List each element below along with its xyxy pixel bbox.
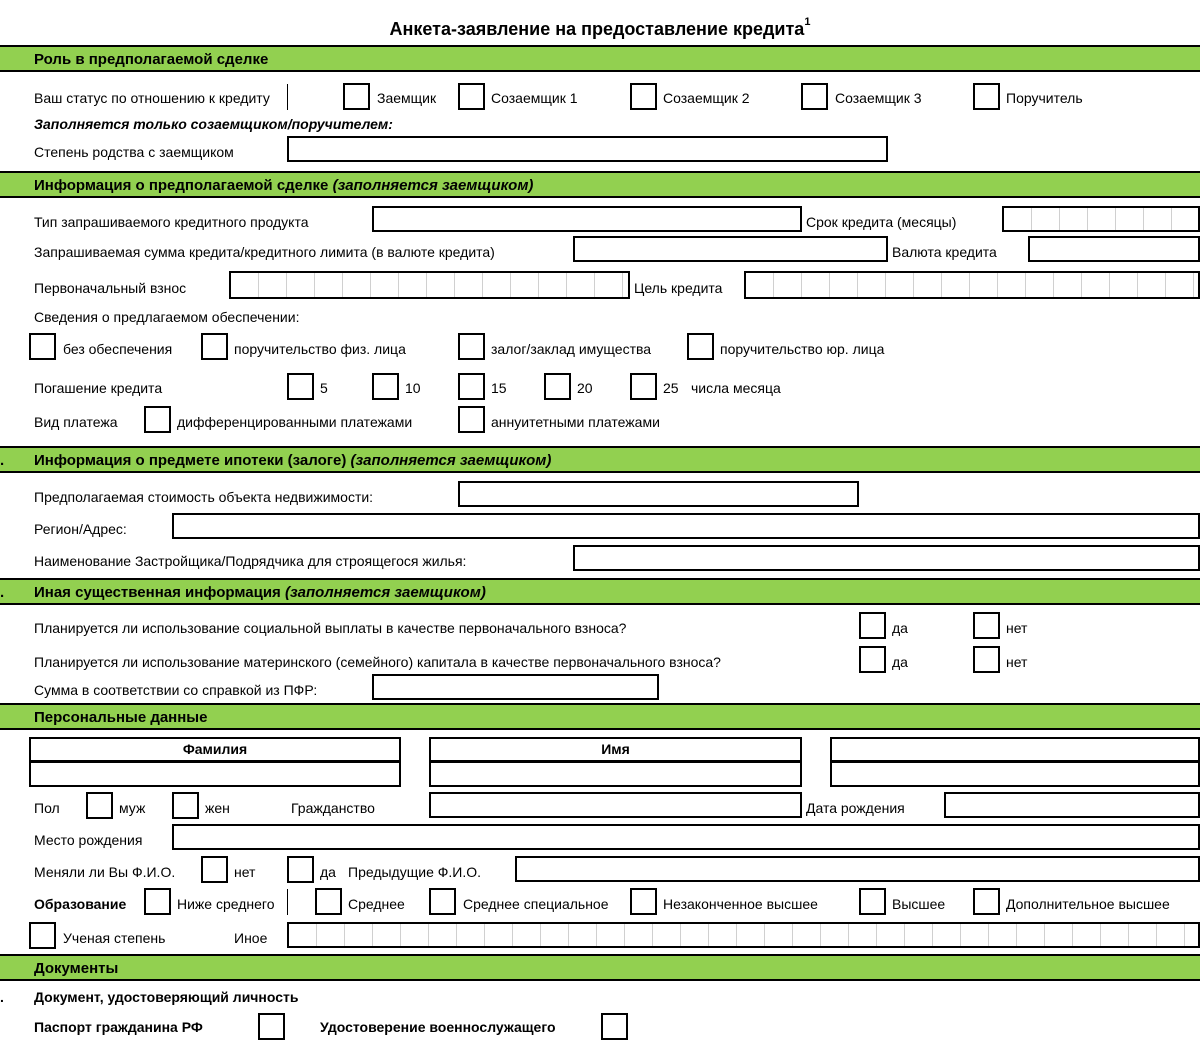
checkbox-name-change-no[interactable] bbox=[201, 856, 228, 883]
checkbox-edu-below-secondary[interactable] bbox=[144, 888, 171, 915]
checkbox-edu-additional-higher[interactable] bbox=[973, 888, 1000, 915]
repayment-label: Погашение кредита bbox=[34, 380, 163, 396]
property-value-label: Предполагаемая стоимость объекта недвижимости: bbox=[34, 489, 374, 505]
collateral-label: Сведения о предлагаемом обеспечении: bbox=[34, 309, 300, 325]
section-band-role bbox=[0, 45, 1200, 72]
amount-label: Запрашиваемая сумма кредита/кредитного лимита (в валюте кредита) bbox=[34, 244, 495, 260]
day-20-label: 20 bbox=[577, 380, 593, 396]
checkbox-name-change-yes[interactable] bbox=[287, 856, 314, 883]
section-title-mortgage: Информация о предмете ипотеки (залоге) (заполняется заемщиком) bbox=[34, 452, 552, 469]
day-5-label: 5 bbox=[320, 380, 328, 396]
option-coborrower-1: Созаемщик 1 bbox=[491, 90, 578, 106]
checkbox-male[interactable] bbox=[86, 792, 113, 819]
checkbox-annuity[interactable] bbox=[458, 406, 485, 433]
section-band-deal bbox=[0, 171, 1200, 198]
edu-vocational-label: Среднее специальное bbox=[463, 896, 609, 912]
day-25-label: 25 bbox=[663, 380, 679, 396]
education-divider bbox=[287, 889, 288, 915]
day-15-label: 15 bbox=[491, 380, 507, 396]
status-divider bbox=[287, 84, 288, 110]
down-payment-field[interactable] bbox=[229, 271, 630, 299]
checkbox-social-yes[interactable] bbox=[859, 612, 886, 639]
developer-label: Наименование Застройщика/Подрядчика для строящегося жилья: bbox=[34, 553, 467, 569]
passport-label: Паспорт гражданина РФ bbox=[34, 1019, 203, 1035]
edu-higher-label: Высшее bbox=[892, 896, 946, 912]
section-band-personal bbox=[0, 703, 1200, 730]
checkbox-guarantor[interactable] bbox=[973, 83, 1000, 110]
option-differentiated: дифференцированными платежами bbox=[177, 414, 413, 430]
section-num-mortgage: . bbox=[0, 452, 5, 469]
name-change-no-label: нет bbox=[234, 864, 256, 880]
social-payment-question: Планируется ли использование социальной выплаты в качестве первоначального взноса? bbox=[34, 620, 627, 636]
social-yes-label: да bbox=[892, 620, 908, 636]
checkbox-social-no[interactable] bbox=[973, 612, 1000, 639]
checkbox-coborrower-3[interactable] bbox=[801, 83, 828, 110]
checkbox-female[interactable] bbox=[172, 792, 199, 819]
developer-field[interactable] bbox=[573, 545, 1200, 571]
amount-field[interactable] bbox=[573, 236, 888, 262]
prev-names-field[interactable] bbox=[515, 856, 1200, 882]
checkbox-differentiated[interactable] bbox=[144, 406, 171, 433]
status-label: Ваш статус по отношению к кредиту bbox=[34, 90, 270, 106]
checkbox-edu-vocational[interactable] bbox=[429, 888, 456, 915]
checkbox-academic-degree[interactable] bbox=[29, 922, 56, 949]
section-title-deal: Информация о предполагаемой сделке (заполняется заемщиком) bbox=[34, 177, 534, 194]
birth-place-field[interactable] bbox=[172, 824, 1200, 850]
option-individual-guarantee: поручительство физ. лица bbox=[234, 341, 406, 357]
checkbox-day-20[interactable] bbox=[544, 373, 571, 400]
option-borrower: Заемщик bbox=[377, 90, 437, 106]
section-title-role: Роль в предполагаемой сделке bbox=[34, 51, 269, 68]
edu-incomplete-higher-label: Незаконченное высшее bbox=[663, 896, 818, 912]
checkbox-day-10[interactable] bbox=[372, 373, 399, 400]
coborrower-note: Заполняется только созаемщиком/поручителем: bbox=[34, 116, 393, 132]
citizenship-field[interactable] bbox=[429, 792, 802, 818]
checkbox-day-5[interactable] bbox=[287, 373, 314, 400]
product-type-label: Тип запрашиваемого кредитного продукта bbox=[34, 214, 309, 230]
name-header: Имя bbox=[429, 737, 802, 762]
gender-label: Пол bbox=[34, 800, 60, 816]
section-band-documents bbox=[0, 954, 1200, 981]
name-field[interactable] bbox=[429, 761, 802, 787]
currency-label: Валюта кредита bbox=[892, 244, 997, 260]
military-id-label: Удостоверение военнослужащего bbox=[320, 1019, 556, 1035]
male-label: муж bbox=[119, 800, 146, 816]
section-title-personal: Персональные данные bbox=[34, 709, 208, 726]
product-type-field[interactable] bbox=[372, 206, 802, 232]
other-field[interactable] bbox=[287, 922, 1200, 948]
edu-below-secondary-label: Ниже среднего bbox=[177, 896, 275, 912]
option-legal-guarantee: поручительство юр. лица bbox=[720, 341, 885, 357]
id-doc-num: . bbox=[0, 989, 4, 1005]
maternity-capital-question: Планируется ли использование материнского (семейного) капитала в качестве первоначального взноса? bbox=[34, 654, 721, 670]
checkbox-property-pledge[interactable] bbox=[458, 333, 485, 360]
checkbox-day-15[interactable] bbox=[458, 373, 485, 400]
patronymic-header bbox=[830, 737, 1200, 762]
term-label: Срок кредита (месяцы) bbox=[806, 214, 957, 230]
section-num-other: . bbox=[0, 584, 5, 601]
section-band-other bbox=[0, 578, 1200, 605]
section-band-mortgage bbox=[0, 446, 1200, 473]
term-field[interactable] bbox=[1002, 206, 1200, 232]
payment-type-label: Вид платежа bbox=[34, 414, 118, 430]
pfr-sum-field[interactable] bbox=[372, 674, 659, 700]
checkbox-individual-guarantee[interactable] bbox=[201, 333, 228, 360]
checkbox-edu-secondary[interactable] bbox=[315, 888, 342, 915]
patronymic-field[interactable] bbox=[830, 761, 1200, 787]
checkbox-passport[interactable] bbox=[258, 1013, 285, 1040]
name-change-yes-label: да bbox=[320, 864, 336, 880]
checkbox-no-collateral[interactable] bbox=[29, 333, 56, 360]
maternity-no-label: нет bbox=[1006, 654, 1028, 670]
checkbox-edu-incomplete-higher[interactable] bbox=[630, 888, 657, 915]
surname-header: Фамилия bbox=[29, 737, 401, 762]
page-title: Анкета-заявление на предоставление кредита$^1$ bbox=[389, 16, 811, 39]
region-field[interactable] bbox=[172, 513, 1200, 539]
option-coborrower-2: Созаемщик 2 bbox=[663, 90, 750, 106]
option-annuity: аннуитетными платежами bbox=[491, 414, 660, 430]
day-10-label: 10 bbox=[405, 380, 421, 396]
id-doc-label: Документ, удостоверяющий личность bbox=[34, 989, 299, 1005]
purpose-label: Цель кредита bbox=[634, 280, 723, 296]
birth-place-label: Место рождения bbox=[34, 832, 143, 848]
option-coborrower-3: Созаемщик 3 bbox=[835, 90, 922, 106]
option-property-pledge: залог/заклад имущества bbox=[491, 341, 652, 357]
option-guarantor: Поручитель bbox=[1006, 90, 1083, 106]
checkbox-edu-higher[interactable] bbox=[859, 888, 886, 915]
property-value-field[interactable] bbox=[458, 481, 859, 507]
section-title-documents: Документы bbox=[34, 960, 119, 977]
social-no-label: нет bbox=[1006, 620, 1028, 636]
checkbox-maternity-no[interactable] bbox=[973, 646, 1000, 673]
currency-field[interactable] bbox=[1028, 236, 1200, 262]
option-no-collateral: без обеспечения bbox=[63, 341, 173, 357]
birth-date-label: Дата рождения bbox=[806, 800, 905, 816]
surname-field[interactable] bbox=[29, 761, 401, 787]
kinship-field[interactable] bbox=[287, 136, 888, 162]
education-label: Образование bbox=[34, 896, 127, 912]
checkbox-legal-guarantee[interactable] bbox=[687, 333, 714, 360]
checkbox-day-25[interactable] bbox=[630, 373, 657, 400]
pfr-sum-label: Сумма в соответствии со справкой из ПФР: bbox=[34, 682, 318, 698]
checkbox-maternity-yes[interactable] bbox=[859, 646, 886, 673]
citizenship-label: Гражданство bbox=[291, 800, 375, 816]
region-label: Регион/Адрес: bbox=[34, 521, 127, 537]
title-footnote: 1 bbox=[804, 16, 811, 28]
checkbox-coborrower-2[interactable] bbox=[630, 83, 657, 110]
female-label: жен bbox=[205, 800, 230, 816]
edu-additional-higher-label: Дополнительное высшее bbox=[1006, 896, 1170, 912]
birth-date-field[interactable] bbox=[944, 792, 1200, 818]
purpose-field[interactable] bbox=[744, 271, 1200, 299]
name-change-question: Меняли ли Вы Ф.И.О. bbox=[34, 864, 176, 880]
section-title-other: Иная существенная информация (заполняется заемщиком) bbox=[34, 584, 486, 601]
checkbox-military-id[interactable] bbox=[601, 1013, 628, 1040]
checkbox-coborrower-1[interactable] bbox=[458, 83, 485, 110]
kinship-label: Степень родства с заемщиком bbox=[34, 144, 234, 160]
other-label: Иное bbox=[234, 930, 268, 946]
edu-secondary-label: Среднее bbox=[348, 896, 405, 912]
maternity-yes-label: да bbox=[892, 654, 908, 670]
prev-names-label: Предыдущие Ф.И.О. bbox=[348, 864, 482, 880]
down-payment-label: Первоначальный взнос bbox=[34, 280, 187, 296]
academic-degree-label: Ученая степень bbox=[63, 930, 166, 946]
checkbox-borrower[interactable] bbox=[343, 83, 370, 110]
repayment-suffix: числа месяца bbox=[691, 380, 781, 396]
